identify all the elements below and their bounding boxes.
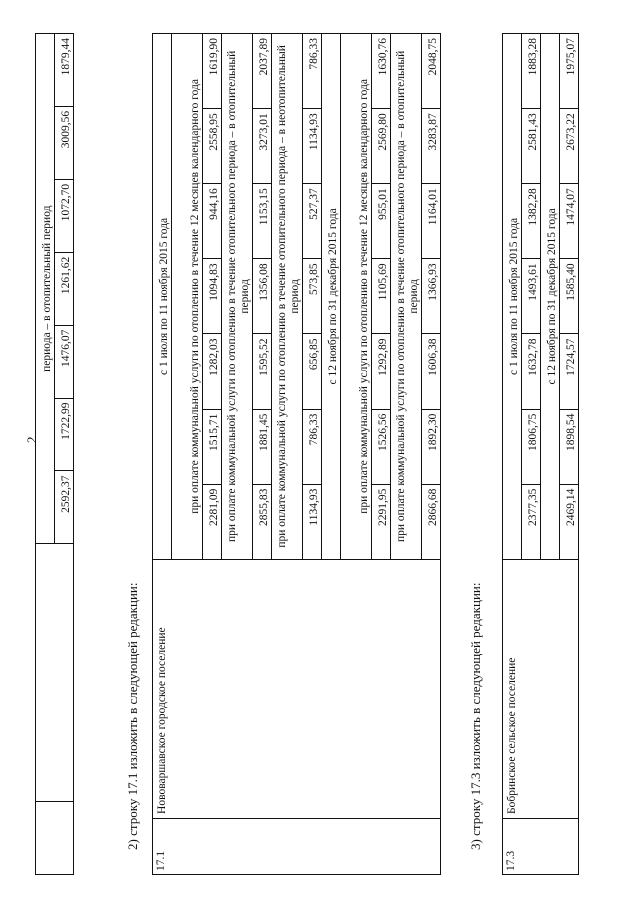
condition-label: при оплате коммунальной услуги по отоплению в течение 12 месяцев календарного года — [172, 34, 203, 560]
value-cell: 1722,99 — [55, 398, 74, 471]
value-cell: 1724,57 — [560, 334, 579, 409]
value-cell: 2048,75 — [422, 34, 441, 109]
value-cell: 1595,52 — [253, 334, 272, 409]
value-cell: 2581,43 — [522, 109, 541, 184]
value-cell: 1883,28 — [522, 34, 541, 109]
value-cell: 1261,62 — [55, 252, 74, 325]
value-cell: 1879,44 — [55, 34, 74, 107]
value-cell: 1094,83 — [203, 259, 222, 334]
row-name: Бобринское сельское поселение — [503, 559, 579, 818]
value-cell: 1072,70 — [55, 179, 74, 252]
empty-num-cell — [36, 802, 55, 875]
page-number: 2 — [24, 436, 39, 443]
value-cell: 1134,93 — [303, 109, 322, 184]
value-cell: 2569,80 — [372, 109, 391, 184]
value-cell: 3283,87 — [422, 109, 441, 184]
period-label: периода – в отопительный период — [36, 34, 55, 544]
value-cell: 1806,75 — [522, 409, 541, 484]
value-cell: 955,01 — [372, 184, 391, 259]
value-cell: 1292,89 — [372, 334, 391, 409]
value-cell: 3273,01 — [253, 109, 272, 184]
value-cell: 1493,61 — [522, 259, 541, 334]
value-cell: 2291,95 — [372, 484, 391, 559]
value-cell: 1585,40 — [560, 259, 579, 334]
table-row-17-1 — [152, 33, 441, 875]
value-cell: 1881,45 — [253, 409, 272, 484]
value-cell: 1898,54 — [560, 409, 579, 484]
condition-label: при оплате коммунальной услуги по отоплению в течение 12 месяцев календарного года — [341, 34, 372, 560]
empty-name-cell — [55, 544, 74, 802]
value-cell: 2469,14 — [560, 484, 579, 559]
table-row-17-3 — [502, 33, 579, 875]
value-cell: 1526,56 — [372, 409, 391, 484]
value-cell: 1382,28 — [522, 184, 541, 259]
value-cell: 2673,22 — [560, 109, 579, 184]
value-cell: 1153,15 — [253, 184, 272, 259]
condition-label: при оплате коммунальной услуги по отоплению в течение отопительного периода – в отопительный период — [391, 34, 422, 560]
value-cell: 1282,03 — [203, 334, 222, 409]
value-cell: 2377,35 — [522, 484, 541, 559]
value-cell: 1474,07 — [560, 184, 579, 259]
value-cell: 1619,90 — [203, 34, 222, 109]
instruction-17-3: 3) строку 17.3 изложить в следующей редакции: — [468, 582, 483, 850]
condition-label: при оплате коммунальной услуги по отоплению в течение отопительного периода – в неотопительный период — [272, 34, 303, 560]
value-cell: 944,16 — [203, 184, 222, 259]
value-cell: 786,33 — [303, 409, 322, 484]
empty-name-cell — [36, 544, 55, 802]
value-cell: 2558,95 — [203, 109, 222, 184]
value-cell: 1105,69 — [372, 259, 391, 334]
value-cell: 1134,93 — [303, 484, 322, 559]
period-heading: с 12 ноября по 31 декабря 2015 года — [322, 34, 341, 560]
value-cell: 2592,37 — [55, 471, 74, 544]
value-cell: 3009,56 — [55, 106, 74, 179]
value-cell: 656,85 — [303, 334, 322, 409]
value-cell: 1366,93 — [422, 259, 441, 334]
value-cell: 573,85 — [303, 259, 322, 334]
value-cell: 2037,89 — [253, 34, 272, 109]
value-cell: 2281,09 — [203, 484, 222, 559]
instruction-17-1: 2) строку 17.1 изложить в следующей редакции: — [125, 582, 140, 850]
value-cell: 1164,01 — [422, 184, 441, 259]
value-cell: 1515,71 — [203, 409, 222, 484]
value-cell: 1975,07 — [560, 34, 579, 109]
value-cell: 527,37 — [303, 184, 322, 259]
period-heading: с 1 июля по 11 ноября 2015 года — [503, 34, 522, 560]
value-cell: 786,33 — [303, 34, 322, 109]
period-heading: с 12 ноября по 31 декабря 2015 года — [541, 34, 560, 560]
row-name: Нововаршавское городское поселение — [153, 559, 441, 818]
value-cell: 1632,78 — [522, 334, 541, 409]
row-number: 17.1 — [153, 818, 441, 874]
row-number: 17.3 — [503, 818, 579, 874]
period-heading: с 1 июля по 11 ноября 2015 года — [153, 34, 172, 560]
value-cell: 1476,07 — [55, 325, 74, 398]
condition-label: при оплате коммунальной услуги по отоплению в течение отопительного периода – в отопительный период — [222, 34, 253, 560]
value-cell: 2855,83 — [253, 484, 272, 559]
value-cell: 2866,68 — [422, 484, 441, 559]
empty-num-cell — [55, 802, 74, 875]
value-cell: 1630,76 — [372, 34, 391, 109]
value-cell: 1606,38 — [422, 334, 441, 409]
table-continuation — [35, 33, 74, 875]
value-cell: 1356,08 — [253, 259, 272, 334]
value-cell: 1892,30 — [422, 409, 441, 484]
